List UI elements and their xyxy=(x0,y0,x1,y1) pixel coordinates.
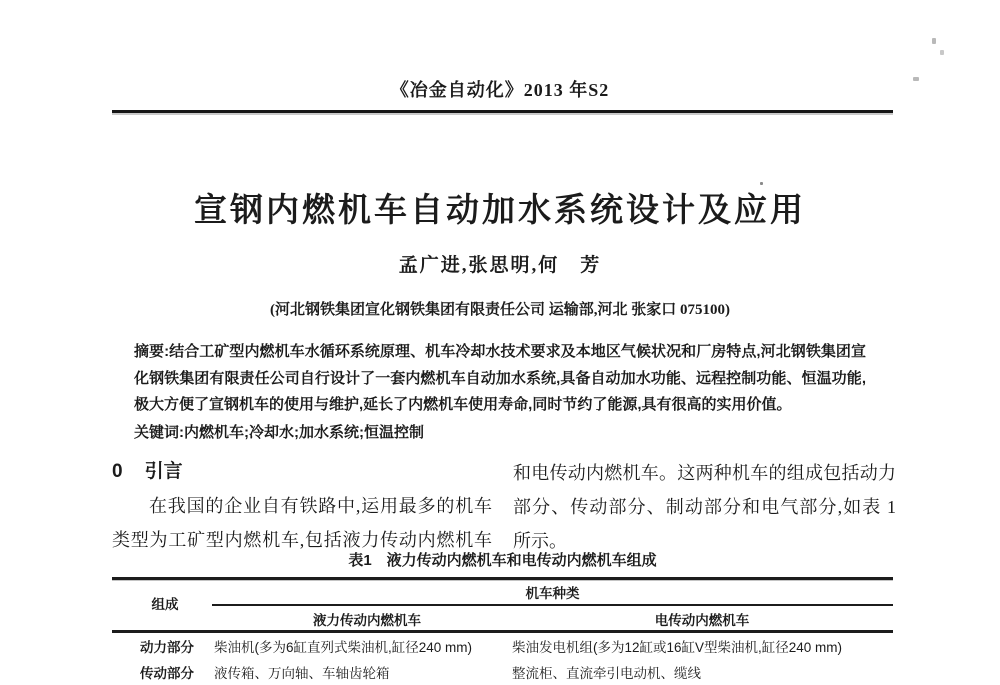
table-subheader-electric: 电传动内燃机车 xyxy=(654,613,750,628)
table-row-transmission-electric: 整流柜、直流牵引电动机、缆线 xyxy=(512,666,701,681)
table-header-component: 组成 xyxy=(151,597,179,612)
abstract-text: 结合工矿型内燃机车水循环系统原理、机车冷却水技术要求及本地区气候状况和厂房特点,河北钢铁集团宣化钢铁集团有限责任公司自行设计了一套内燃机车自动加水系统,具备自动加水功能、远程控制功能、恒温功能,极大方便了宣钢机车的使用与维护,延长了内燃机车使用寿命,同时节约了能源,具有很高的实用价值。 xyxy=(134,343,866,413)
body-line: 所示。 xyxy=(513,531,567,551)
table-row-power-label: 动力部分 xyxy=(140,640,194,655)
table-header-rule xyxy=(112,630,893,633)
table-row-transmission-label: 传动部分 xyxy=(140,666,194,681)
scan-speck xyxy=(940,50,944,55)
abstract-label: 摘要: xyxy=(134,343,170,360)
authors: 孟广进,张思明,何 芳 xyxy=(398,255,602,276)
table-group-rule xyxy=(212,604,893,606)
keywords xyxy=(134,419,866,446)
journal-header: 《冶金自动化》2013 年S2 xyxy=(390,80,610,100)
header-rule xyxy=(112,110,893,113)
table-row-power-electric: 柴油发电机组(多为12缸或16缸V型柴油机,缸径240 mm) xyxy=(512,640,843,655)
table-header-locomotive-type: 机车种类 xyxy=(525,586,580,601)
body-line: 类型为工矿型内燃机车,包括液力传动内燃机车 xyxy=(112,530,492,550)
body-line: 部分、传动部分、制动部分和电气部分,如表 1 xyxy=(513,497,896,517)
right-column xyxy=(513,456,896,558)
body-line: 在我国的企业自有铁路中,运用最多的机车 xyxy=(149,496,492,516)
abstract xyxy=(134,339,866,419)
scan-speck xyxy=(913,77,919,81)
keywords-text: 内燃机车;冷却水;加水系统;恒温控制 xyxy=(184,424,424,441)
section-number: 0 xyxy=(112,461,123,482)
table-subheader-hydraulic: 液力传动内燃机车 xyxy=(313,613,421,628)
keywords-label: 关键词: xyxy=(134,424,184,441)
scan-speck xyxy=(760,182,763,185)
table-1 xyxy=(112,577,893,685)
left-column xyxy=(112,455,492,557)
table-row-power-hydraulic: 柴油机(多为6缸直列式柴油机,缸径240 mm) xyxy=(214,640,473,655)
section-heading xyxy=(112,455,492,489)
table-row-transmission-hydraulic: 液传箱、万向轴、车轴齿轮箱 xyxy=(214,666,390,681)
body-line: 和电传动内燃机车。这两种机车的组成包括动力 xyxy=(513,463,896,483)
table-caption: 表1 液力传动内燃机车和电传动内燃机车组成 xyxy=(348,552,657,569)
scan-speck xyxy=(932,38,936,44)
section-title: 引言 xyxy=(144,461,183,482)
affiliation: (河北钢铁集团宣化钢铁集团有限责任公司 运输部,河北 张家口 075100) xyxy=(270,302,730,318)
paper-title: 宣钢内燃机车自动加水系统设计及应用 xyxy=(194,191,806,228)
table-top-rule xyxy=(112,577,893,580)
